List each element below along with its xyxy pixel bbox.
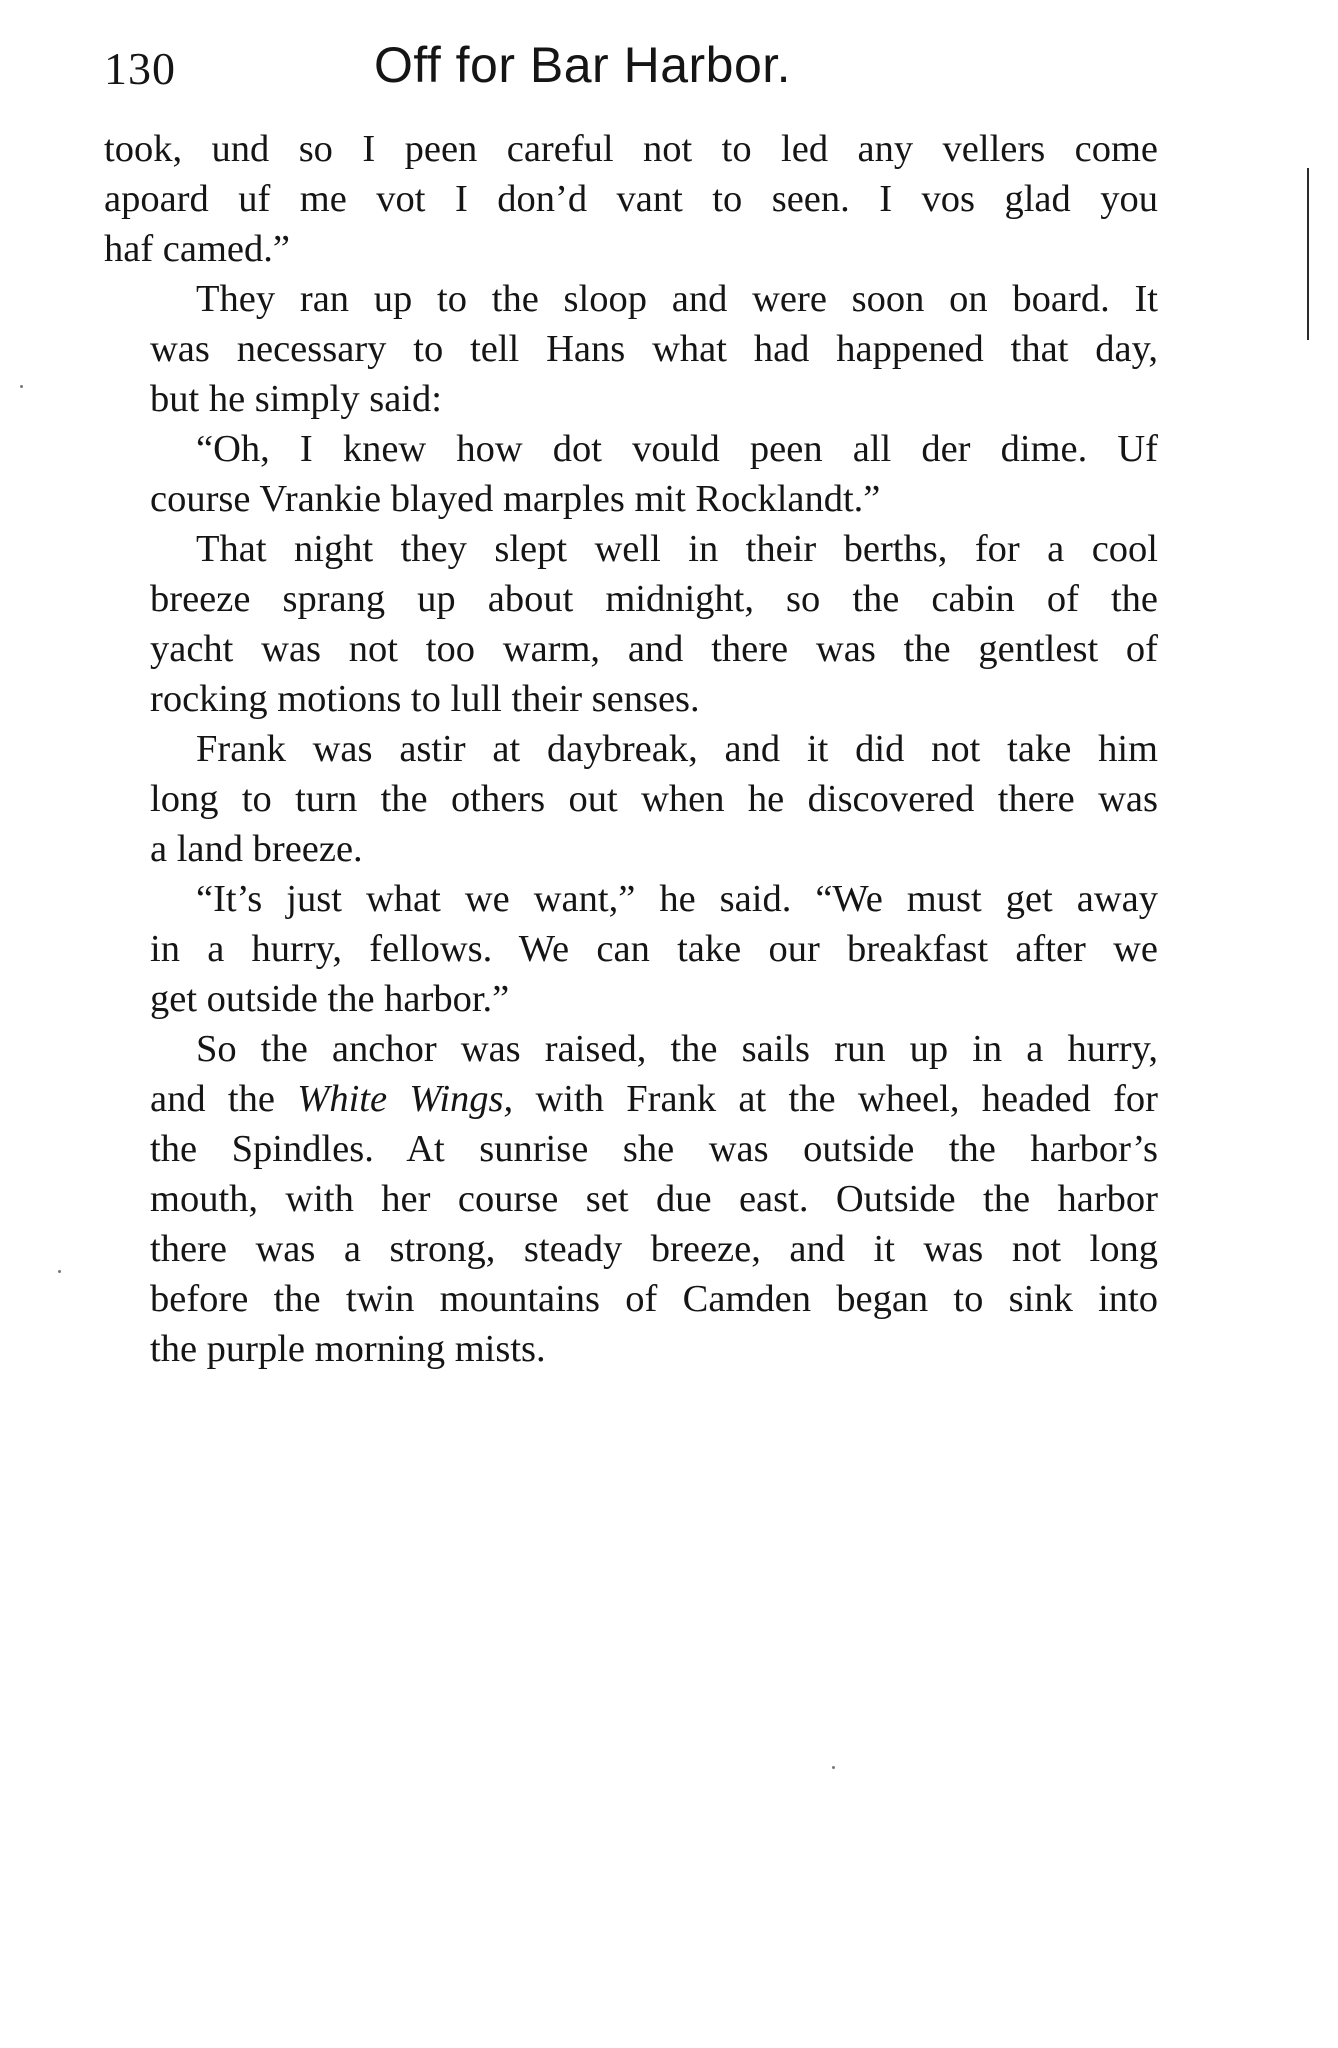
scan-speck: [58, 1270, 61, 1273]
scan-margin-mark: [1307, 168, 1309, 340]
paragraph-6: [104, 874, 1158, 1024]
text-line: breeze sprang up about midnight, so the cabin of the: [150, 578, 1158, 620]
paragraph-5: [104, 724, 1158, 874]
paragraph-4: [104, 524, 1158, 724]
running-head: [104, 36, 1164, 116]
text-line: but he simply said:: [150, 378, 442, 420]
text-line: “It’s just what we want,” he said. “We must get away: [196, 878, 1158, 920]
paragraph-7: [104, 1024, 1158, 1374]
text-line: So the anchor was raised, the sails run up in a hurry,: [196, 1028, 1158, 1070]
body-text: [104, 124, 1158, 1374]
text-line: before the twin mountains of Camden began to sink into: [150, 1278, 1158, 1320]
text-line: mouth, with her course set due east. Outside the harbor: [150, 1178, 1158, 1220]
paragraph-3: [104, 424, 1158, 524]
text-line: took, und so I peen careful not to led any vellers come: [104, 128, 1158, 170]
scan-speck: [832, 1766, 835, 1769]
text-line: the purple morning mists.: [150, 1328, 546, 1370]
text-line: long to turn the others out when he discovered there was: [150, 778, 1158, 820]
running-title: Off for Bar Harbor.: [374, 37, 792, 93]
text-line: yacht was not too warm, and there was the gentlest of: [150, 628, 1158, 670]
text-line: That night they slept well in their berths, for a cool: [196, 528, 1158, 570]
scan-speck: [20, 385, 23, 388]
text-line: a land breeze.: [150, 828, 363, 870]
text-line: Frank was astir at daybreak, and it did not take him: [196, 728, 1158, 770]
text-run: and the: [150, 1078, 298, 1120]
paragraph-1: [104, 124, 1158, 274]
text-line: get outside the harbor.”: [150, 978, 510, 1020]
text-line: haf camed.”: [104, 228, 290, 270]
text-line: there was a strong, steady breeze, and it was not long: [150, 1228, 1158, 1270]
text-line-with-ship-name: [104, 1074, 1158, 1124]
text-line: course Vrankie blayed marples mit Rocklandt.”: [150, 478, 881, 520]
text-line: the Spindles. At sunrise she was outside the harbor’s: [150, 1128, 1158, 1170]
text-line: was necessary to tell Hans what had happened that day,: [150, 328, 1158, 370]
page-number: 130: [104, 43, 176, 94]
paragraph-2: [104, 274, 1158, 424]
text-line: in a hurry, fellows. We can take our breakfast after we: [150, 928, 1158, 970]
text-line: rocking motions to lull their senses.: [150, 678, 700, 720]
text-line: They ran up to the sloop and were soon on board. It: [196, 278, 1158, 320]
ship-name: White Wings,: [297, 1078, 514, 1120]
text-line: apoard uf me vot I don’d vant to seen. I vos glad you: [104, 178, 1158, 220]
text-run: with Frank at the wheel, headed for: [513, 1078, 1159, 1120]
text-line: “Oh, I knew how dot vould peen all der dime. Uf: [196, 428, 1158, 470]
